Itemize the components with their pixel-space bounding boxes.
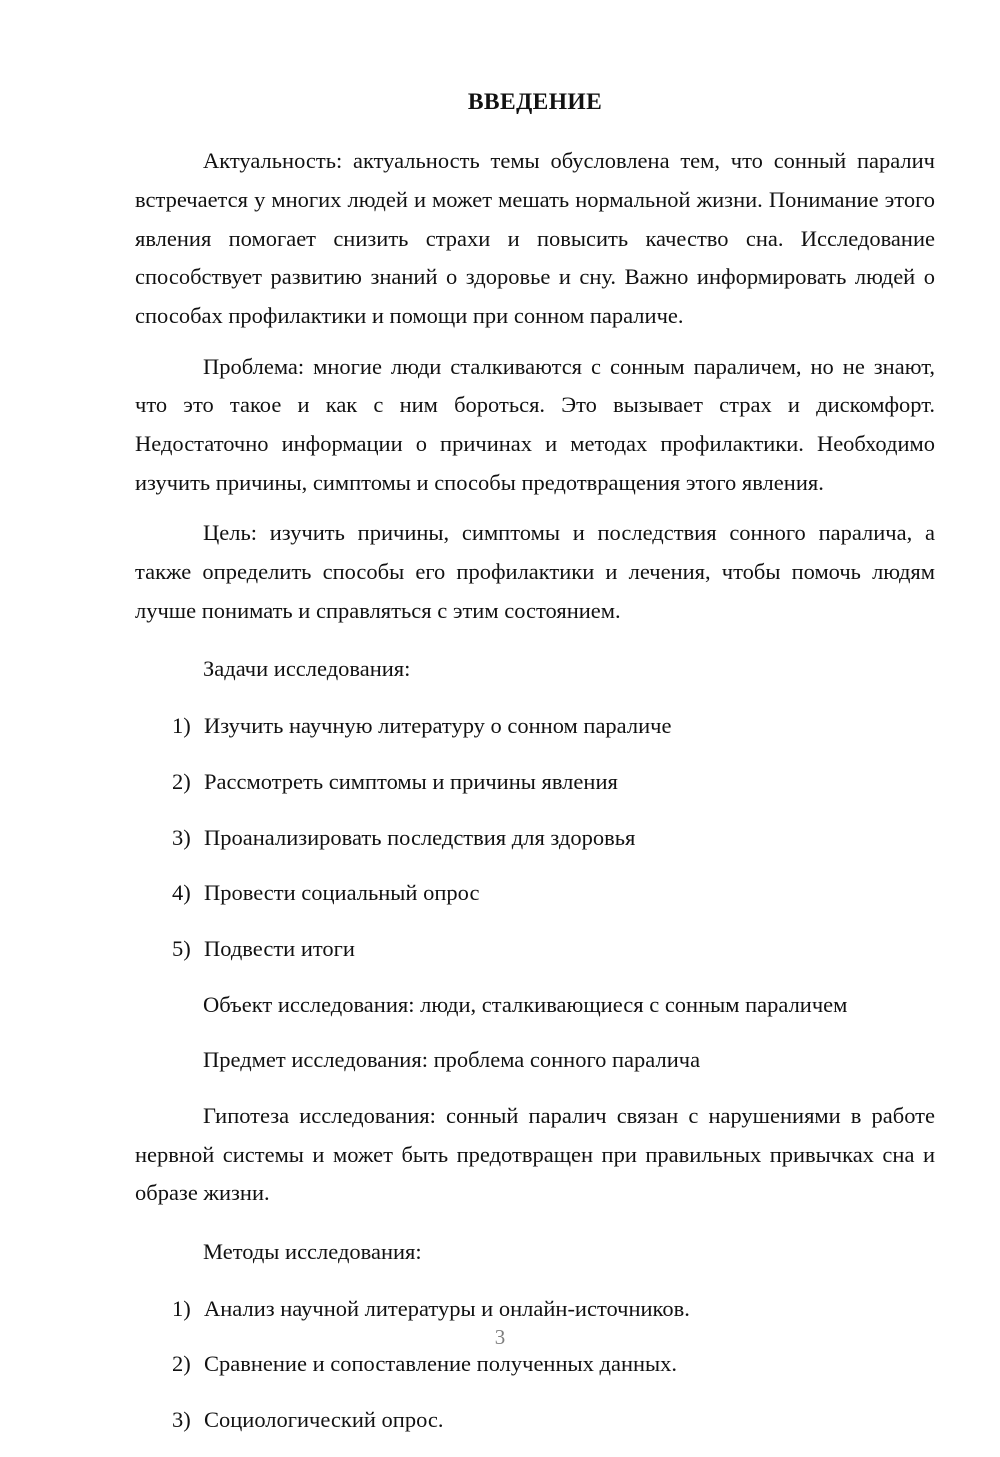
- list-item-label: Изучить научную литературу о сонном параличе: [204, 713, 672, 739]
- document-body: [135, 88, 935, 1457]
- tasks-list: [135, 707, 935, 968]
- paragraph-spacer: [135, 1215, 935, 1233]
- list-item-label: Проанализировать последствия для здоровья: [204, 824, 636, 850]
- methods-heading: Методы исследования:: [203, 1239, 422, 1264]
- page-number: 3: [494, 1325, 506, 1349]
- paragraph-spacer: [135, 632, 935, 650]
- list-item-label: Анализ научной литературы и онлайн-источников.: [204, 1295, 690, 1321]
- paragraph-problem: Проблема: многие люди сталкиваются с сонным параличем, но не знают, что это такое и как с ним бороться. Это вызывает страх и дискомфорт. Недостаточно информации о причинах и методах профилактики. Необходимо изучить причины, симптомы и способы предотвращения этого явления.: [135, 353, 935, 495]
- list-item-label: Социологический опрос.: [204, 1407, 444, 1433]
- methods-list: [135, 1290, 935, 1440]
- page-title: ВВЕДЕНИЕ: [467, 89, 603, 115]
- object-of-study: Объект исследования: люди, сталкивающиеся с сонным параличем: [203, 991, 848, 1017]
- list-item: [135, 819, 935, 858]
- list-item-label: Сравнение и сопоставление полученных данных.: [204, 1351, 678, 1377]
- list-item: [135, 1401, 935, 1440]
- list-spacer: [135, 689, 935, 707]
- list-item: [135, 930, 935, 969]
- list-item: [135, 874, 935, 913]
- list-item-marker: 4): [172, 880, 191, 906]
- list-spacer: [135, 1272, 935, 1290]
- paragraph-relevance: Актуальность: актуальность темы обусловлена тем, что сонный паралич встречается у многих людей и может мешать нормальной жизни. Понимание этого явления помогает снизить страхи и повысить качество сна. Исследование способствует развитию знаний о здоровье и сну. Важно информировать людей о способах профилактики и помощи при сонном параличе.: [135, 148, 935, 328]
- list-item-marker: 2): [172, 768, 191, 794]
- paragraph-hypothesis: Гипотеза исследования: сонный паралич связан с нарушениями в работе нервной системы и может быть предотвращен при правильных привычках сна и образе жизни.: [135, 1102, 935, 1206]
- list-item: [135, 763, 935, 802]
- list-item-label: Подвести итоги: [204, 935, 355, 961]
- subject-of-study: Предмет исследования: проблема сонного паралича: [203, 1047, 701, 1073]
- list-item: [135, 1290, 935, 1329]
- paragraph-spacer: [135, 338, 935, 348]
- list-item-marker: 1): [172, 713, 191, 739]
- list-item-marker: 3): [172, 1407, 191, 1433]
- paragraph-spacer: [135, 504, 935, 514]
- list-item-label: Провести социальный опрос: [204, 880, 480, 906]
- list-item-marker: 2): [172, 1351, 191, 1377]
- paragraph-goal: Цель: изучить причины, симптомы и последствия сонного паралича, а также определить способы его профилактики и лечения, чтобы помочь людям лучше понимать и справляться с этим состоянием.: [135, 520, 935, 623]
- tasks-heading: Задачи исследования:: [203, 656, 411, 682]
- list-item: [135, 1345, 935, 1384]
- list-item-marker: 5): [172, 935, 191, 961]
- list-item: [135, 707, 935, 746]
- list-item-label: Рассмотреть симптомы и причины явления: [204, 768, 618, 794]
- list-item-marker: 3): [172, 824, 191, 850]
- list-item-marker: 1): [172, 1295, 191, 1321]
